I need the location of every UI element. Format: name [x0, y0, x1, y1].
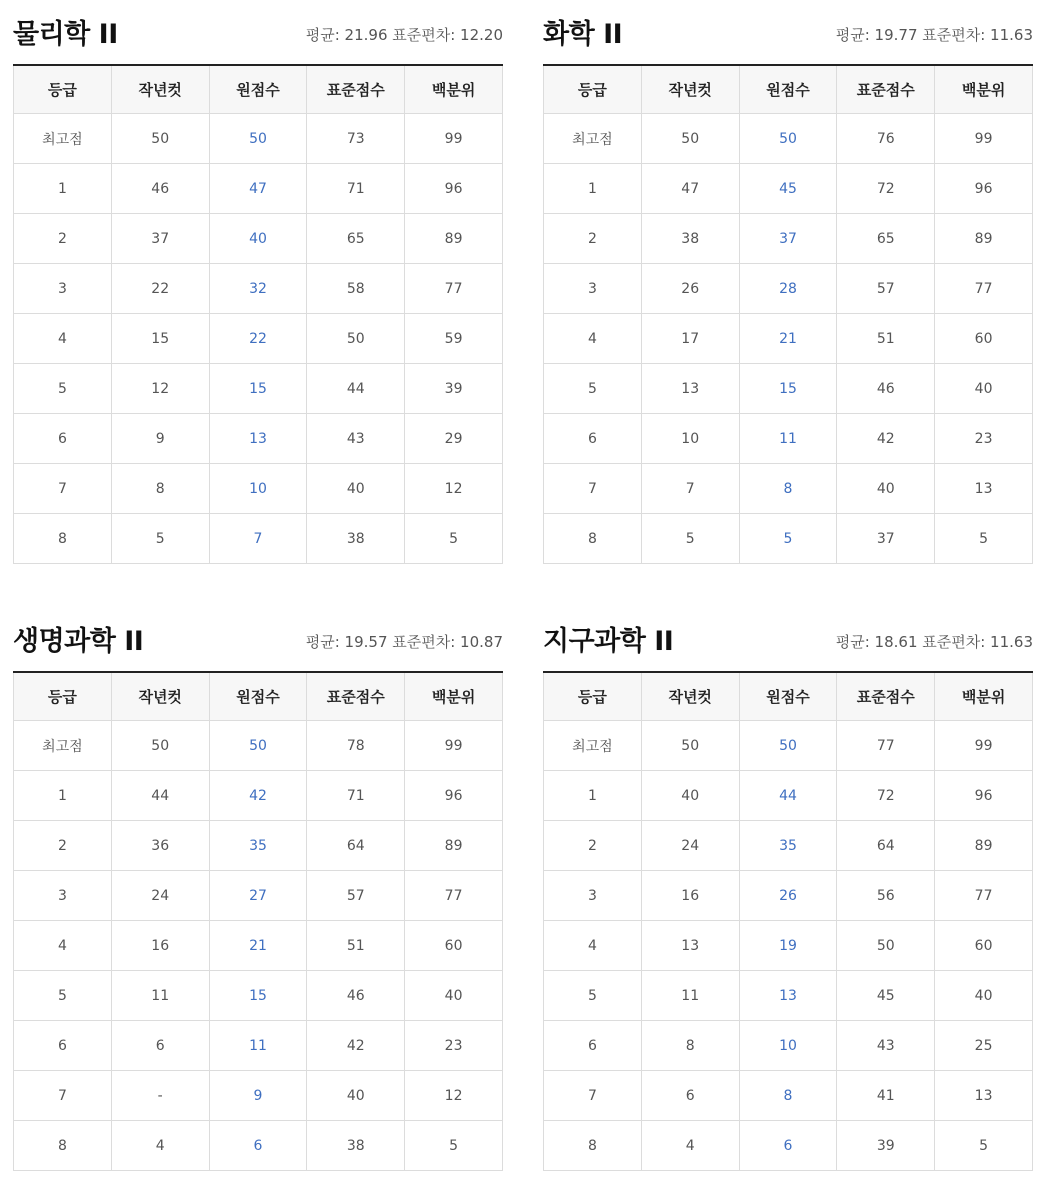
- last-year-cut-cell: 8: [641, 1021, 739, 1071]
- subject-title: 물리학 II: [13, 19, 118, 50]
- column-header: 백분위: [935, 672, 1033, 721]
- column-header: 원점수: [209, 672, 307, 721]
- last-year-cut-cell: 13: [641, 364, 739, 414]
- last-year-cut-cell: 13: [641, 921, 739, 971]
- last-year-cut-cell: 6: [111, 1021, 209, 1071]
- grade-cell: 2: [544, 821, 642, 871]
- standard-score-cell: 58: [307, 264, 405, 314]
- grade-cell: 4: [544, 921, 642, 971]
- grade-cell: 7: [544, 464, 642, 514]
- raw-score-cell: 50: [739, 721, 837, 771]
- table-row: [14, 1021, 503, 1071]
- last-year-cut-cell: 4: [111, 1121, 209, 1171]
- standard-score-cell: 43: [307, 414, 405, 464]
- column-header: 작년컷: [111, 65, 209, 114]
- raw-score-cell: 10: [209, 464, 307, 514]
- percentile-cell: 40: [935, 971, 1033, 1021]
- grade-cell: 8: [14, 1121, 112, 1171]
- standard-score-cell: 51: [307, 921, 405, 971]
- last-year-cut-cell: 50: [641, 721, 739, 771]
- table-row: [14, 214, 503, 264]
- standard-score-cell: 50: [837, 921, 935, 971]
- grade-cell: 6: [14, 1021, 112, 1071]
- percentile-cell: 77: [935, 871, 1033, 921]
- standard-score-cell: 40: [307, 1071, 405, 1121]
- standard-score-cell: 38: [307, 514, 405, 564]
- column-header: 등급: [544, 65, 642, 114]
- table-row: [544, 1121, 1033, 1171]
- raw-score-cell: 21: [209, 921, 307, 971]
- table-row: [14, 921, 503, 971]
- standard-score-cell: 41: [837, 1071, 935, 1121]
- last-year-cut-cell: 8: [111, 464, 209, 514]
- raw-score-cell: 22: [209, 314, 307, 364]
- last-year-cut-cell: 24: [641, 821, 739, 871]
- column-header: 표준점수: [307, 672, 405, 721]
- standard-score-cell: 77: [837, 721, 935, 771]
- standard-score-cell: 64: [837, 821, 935, 871]
- grade-cell: 7: [14, 1071, 112, 1121]
- last-year-cut-cell: 5: [111, 514, 209, 564]
- grade-cell: 6: [544, 414, 642, 464]
- raw-score-cell: 8: [739, 464, 837, 514]
- grade-cell: 3: [14, 264, 112, 314]
- table-header-row: [544, 672, 1033, 721]
- column-header: 백분위: [405, 65, 503, 114]
- standard-score-cell: 39: [837, 1121, 935, 1171]
- percentile-cell: 60: [935, 921, 1033, 971]
- standard-score-cell: 37: [837, 514, 935, 564]
- table-row: [14, 464, 503, 514]
- standard-score-cell: 42: [837, 414, 935, 464]
- percentile-cell: 96: [405, 164, 503, 214]
- standard-score-cell: 72: [837, 164, 935, 214]
- grade-cell: 2: [14, 821, 112, 871]
- subject-panel-physics: [13, 10, 503, 564]
- table-row: [544, 1071, 1033, 1121]
- subject-panel-earth-science: [543, 617, 1033, 1171]
- grade-cell: 3: [544, 871, 642, 921]
- last-year-cut-cell: 47: [641, 164, 739, 214]
- table-row: [14, 771, 503, 821]
- grade-cell: 1: [14, 771, 112, 821]
- raw-score-cell: 15: [209, 971, 307, 1021]
- grade-cell: 최고점: [544, 721, 642, 771]
- percentile-cell: 39: [405, 364, 503, 414]
- raw-score-cell: 26: [739, 871, 837, 921]
- last-year-cut-cell: 24: [111, 871, 209, 921]
- column-header: 작년컷: [641, 672, 739, 721]
- subject-title: 생명과학 II: [13, 626, 144, 657]
- panel-header: [543, 617, 1033, 671]
- table-header-row: [544, 65, 1033, 114]
- raw-score-cell: 9: [209, 1071, 307, 1121]
- column-header: 원점수: [739, 65, 837, 114]
- raw-score-cell: 42: [209, 771, 307, 821]
- last-year-cut-cell: 46: [111, 164, 209, 214]
- column-header: 표준점수: [837, 65, 935, 114]
- table-row: [14, 871, 503, 921]
- table-row: [14, 721, 503, 771]
- grade-cell: 최고점: [14, 114, 112, 164]
- last-year-cut-cell: 26: [641, 264, 739, 314]
- raw-score-cell: 32: [209, 264, 307, 314]
- standard-score-cell: 40: [307, 464, 405, 514]
- grade-table: [543, 671, 1033, 1171]
- table-row: [14, 514, 503, 564]
- table-row: [544, 871, 1033, 921]
- raw-score-cell: 40: [209, 214, 307, 264]
- column-header: 등급: [14, 65, 112, 114]
- percentile-cell: 40: [935, 364, 1033, 414]
- table-row: [14, 314, 503, 364]
- raw-score-cell: 45: [739, 164, 837, 214]
- last-year-cut-cell: 16: [641, 871, 739, 921]
- standard-score-cell: 51: [837, 314, 935, 364]
- percentile-cell: 29: [405, 414, 503, 464]
- grade-table: [543, 64, 1033, 564]
- raw-score-cell: 50: [209, 721, 307, 771]
- standard-score-cell: 65: [307, 214, 405, 264]
- raw-score-cell: 50: [739, 114, 837, 164]
- grade-cell: 4: [14, 921, 112, 971]
- percentile-cell: 96: [405, 771, 503, 821]
- subject-title: 화학 II: [543, 19, 623, 50]
- percentile-cell: 89: [935, 214, 1033, 264]
- percentile-cell: 40: [405, 971, 503, 1021]
- grade-cell: 8: [544, 514, 642, 564]
- standard-score-cell: 57: [307, 871, 405, 921]
- grade-cell: 6: [14, 414, 112, 464]
- raw-score-cell: 11: [209, 1021, 307, 1071]
- table-row: [544, 264, 1033, 314]
- standard-score-cell: 76: [837, 114, 935, 164]
- percentile-cell: 13: [935, 464, 1033, 514]
- column-header: 작년컷: [111, 672, 209, 721]
- raw-score-cell: 10: [739, 1021, 837, 1071]
- standard-score-cell: 42: [307, 1021, 405, 1071]
- raw-score-cell: 15: [739, 364, 837, 414]
- table-row: [14, 164, 503, 214]
- table-row: [544, 771, 1033, 821]
- percentile-cell: 99: [935, 114, 1033, 164]
- percentile-cell: 5: [405, 1121, 503, 1171]
- last-year-cut-cell: 11: [111, 971, 209, 1021]
- last-year-cut-cell: 11: [641, 971, 739, 1021]
- standard-score-cell: 46: [307, 971, 405, 1021]
- last-year-cut-cell: -: [111, 1071, 209, 1121]
- grade-cell: 6: [544, 1021, 642, 1071]
- standard-score-cell: 44: [307, 364, 405, 414]
- standard-score-cell: 64: [307, 821, 405, 871]
- raw-score-cell: 28: [739, 264, 837, 314]
- raw-score-cell: 47: [209, 164, 307, 214]
- raw-score-cell: 6: [209, 1121, 307, 1171]
- last-year-cut-cell: 10: [641, 414, 739, 464]
- grade-cell: 7: [14, 464, 112, 514]
- raw-score-cell: 19: [739, 921, 837, 971]
- last-year-cut-cell: 6: [641, 1071, 739, 1121]
- grade-cell: 7: [544, 1071, 642, 1121]
- subject-panel-life-science: [13, 617, 503, 1171]
- grade-table: [13, 671, 503, 1171]
- raw-score-cell: 6: [739, 1121, 837, 1171]
- percentile-cell: 77: [405, 264, 503, 314]
- last-year-cut-cell: 44: [111, 771, 209, 821]
- standard-score-cell: 78: [307, 721, 405, 771]
- table-row: [544, 1021, 1033, 1071]
- column-header: 등급: [544, 672, 642, 721]
- last-year-cut-cell: 22: [111, 264, 209, 314]
- grade-cell: 3: [544, 264, 642, 314]
- subject-stats: 평균: 19.77 표준편차: 11.63: [835, 26, 1033, 44]
- table-row: [14, 1121, 503, 1171]
- percentile-cell: 77: [405, 871, 503, 921]
- last-year-cut-cell: 40: [641, 771, 739, 821]
- standard-score-cell: 73: [307, 114, 405, 164]
- subject-stats: 평균: 21.96 표준편차: 12.20: [305, 26, 503, 44]
- grade-cell: 5: [544, 971, 642, 1021]
- column-header: 원점수: [209, 65, 307, 114]
- table-header-row: [14, 672, 503, 721]
- raw-score-cell: 5: [739, 514, 837, 564]
- percentile-cell: 96: [935, 164, 1033, 214]
- raw-score-cell: 11: [739, 414, 837, 464]
- table-row: [14, 114, 503, 164]
- grade-cell: 최고점: [14, 721, 112, 771]
- grade-cell: 4: [14, 314, 112, 364]
- standard-score-cell: 45: [837, 971, 935, 1021]
- grade-cell: 5: [544, 364, 642, 414]
- percentile-cell: 99: [405, 721, 503, 771]
- raw-score-cell: 35: [739, 821, 837, 871]
- percentile-cell: 12: [405, 1071, 503, 1121]
- column-header: 등급: [14, 672, 112, 721]
- panel-header: [543, 10, 1033, 64]
- percentile-cell: 60: [935, 314, 1033, 364]
- column-header: 표준점수: [837, 672, 935, 721]
- grade-cell: 3: [14, 871, 112, 921]
- subject-title: 지구과학 II: [543, 626, 674, 657]
- raw-score-cell: 37: [739, 214, 837, 264]
- grade-cell: 1: [14, 164, 112, 214]
- subject-stats: 평균: 18.61 표준편차: 11.63: [835, 633, 1033, 651]
- table-row: [14, 821, 503, 871]
- last-year-cut-cell: 12: [111, 364, 209, 414]
- table-row: [544, 364, 1033, 414]
- grade-cell: 1: [544, 164, 642, 214]
- standard-score-cell: 71: [307, 771, 405, 821]
- standard-score-cell: 38: [307, 1121, 405, 1171]
- standard-score-cell: 46: [837, 364, 935, 414]
- last-year-cut-cell: 38: [641, 214, 739, 264]
- percentile-cell: 60: [405, 921, 503, 971]
- table-row: [14, 364, 503, 414]
- raw-score-cell: 50: [209, 114, 307, 164]
- last-year-cut-cell: 50: [111, 721, 209, 771]
- table-row: [14, 264, 503, 314]
- last-year-cut-cell: 16: [111, 921, 209, 971]
- standard-score-cell: 56: [837, 871, 935, 921]
- last-year-cut-cell: 17: [641, 314, 739, 364]
- percentile-cell: 5: [935, 1121, 1033, 1171]
- table-row: [544, 114, 1033, 164]
- table-row: [544, 464, 1033, 514]
- grade-cell: 1: [544, 771, 642, 821]
- percentile-cell: 5: [405, 514, 503, 564]
- raw-score-cell: 35: [209, 821, 307, 871]
- grade-cell: 5: [14, 364, 112, 414]
- grade-cell: 2: [544, 214, 642, 264]
- table-row: [544, 214, 1033, 264]
- raw-score-cell: 21: [739, 314, 837, 364]
- subject-panel-chemistry: [543, 10, 1033, 564]
- column-header: 백분위: [405, 672, 503, 721]
- column-header: 작년컷: [641, 65, 739, 114]
- percentile-cell: 96: [935, 771, 1033, 821]
- table-row: [544, 821, 1033, 871]
- percentile-cell: 23: [405, 1021, 503, 1071]
- table-row: [544, 314, 1033, 364]
- last-year-cut-cell: 7: [641, 464, 739, 514]
- percentile-cell: 12: [405, 464, 503, 514]
- grade-table: [13, 64, 503, 564]
- percentile-cell: 5: [935, 514, 1033, 564]
- table-header-row: [14, 65, 503, 114]
- raw-score-cell: 15: [209, 364, 307, 414]
- raw-score-cell: 8: [739, 1071, 837, 1121]
- standard-score-cell: 50: [307, 314, 405, 364]
- table-row: [544, 164, 1033, 214]
- percentile-cell: 89: [405, 821, 503, 871]
- last-year-cut-cell: 15: [111, 314, 209, 364]
- standard-score-cell: 71: [307, 164, 405, 214]
- last-year-cut-cell: 5: [641, 514, 739, 564]
- table-row: [544, 971, 1033, 1021]
- percentile-cell: 13: [935, 1071, 1033, 1121]
- grade-cell: 4: [544, 314, 642, 364]
- column-header: 표준점수: [307, 65, 405, 114]
- standard-score-cell: 40: [837, 464, 935, 514]
- last-year-cut-cell: 50: [641, 114, 739, 164]
- table-row: [544, 414, 1033, 464]
- last-year-cut-cell: 50: [111, 114, 209, 164]
- percentile-cell: 89: [935, 821, 1033, 871]
- table-row: [544, 514, 1033, 564]
- grade-cell: 최고점: [544, 114, 642, 164]
- table-row: [14, 414, 503, 464]
- percentile-cell: 23: [935, 414, 1033, 464]
- raw-score-cell: 13: [739, 971, 837, 1021]
- last-year-cut-cell: 4: [641, 1121, 739, 1171]
- column-header: 원점수: [739, 672, 837, 721]
- grade-cell: 2: [14, 214, 112, 264]
- standard-score-cell: 72: [837, 771, 935, 821]
- last-year-cut-cell: 37: [111, 214, 209, 264]
- percentile-cell: 25: [935, 1021, 1033, 1071]
- raw-score-cell: 7: [209, 514, 307, 564]
- raw-score-cell: 27: [209, 871, 307, 921]
- percentile-cell: 99: [405, 114, 503, 164]
- raw-score-cell: 44: [739, 771, 837, 821]
- grade-cell: 8: [544, 1121, 642, 1171]
- table-row: [544, 921, 1033, 971]
- column-header: 백분위: [935, 65, 1033, 114]
- percentile-cell: 89: [405, 214, 503, 264]
- table-row: [14, 1071, 503, 1121]
- standard-score-cell: 57: [837, 264, 935, 314]
- last-year-cut-cell: 36: [111, 821, 209, 871]
- last-year-cut-cell: 9: [111, 414, 209, 464]
- standard-score-cell: 65: [837, 214, 935, 264]
- table-row: [544, 721, 1033, 771]
- standard-score-cell: 43: [837, 1021, 935, 1071]
- percentile-cell: 59: [405, 314, 503, 364]
- grade-cell: 8: [14, 514, 112, 564]
- grade-cell: 5: [14, 971, 112, 1021]
- panel-header: [13, 617, 503, 671]
- panel-header: [13, 10, 503, 64]
- percentile-cell: 77: [935, 264, 1033, 314]
- subject-stats: 평균: 19.57 표준편차: 10.87: [305, 633, 503, 651]
- raw-score-cell: 13: [209, 414, 307, 464]
- percentile-cell: 99: [935, 721, 1033, 771]
- table-row: [14, 971, 503, 1021]
